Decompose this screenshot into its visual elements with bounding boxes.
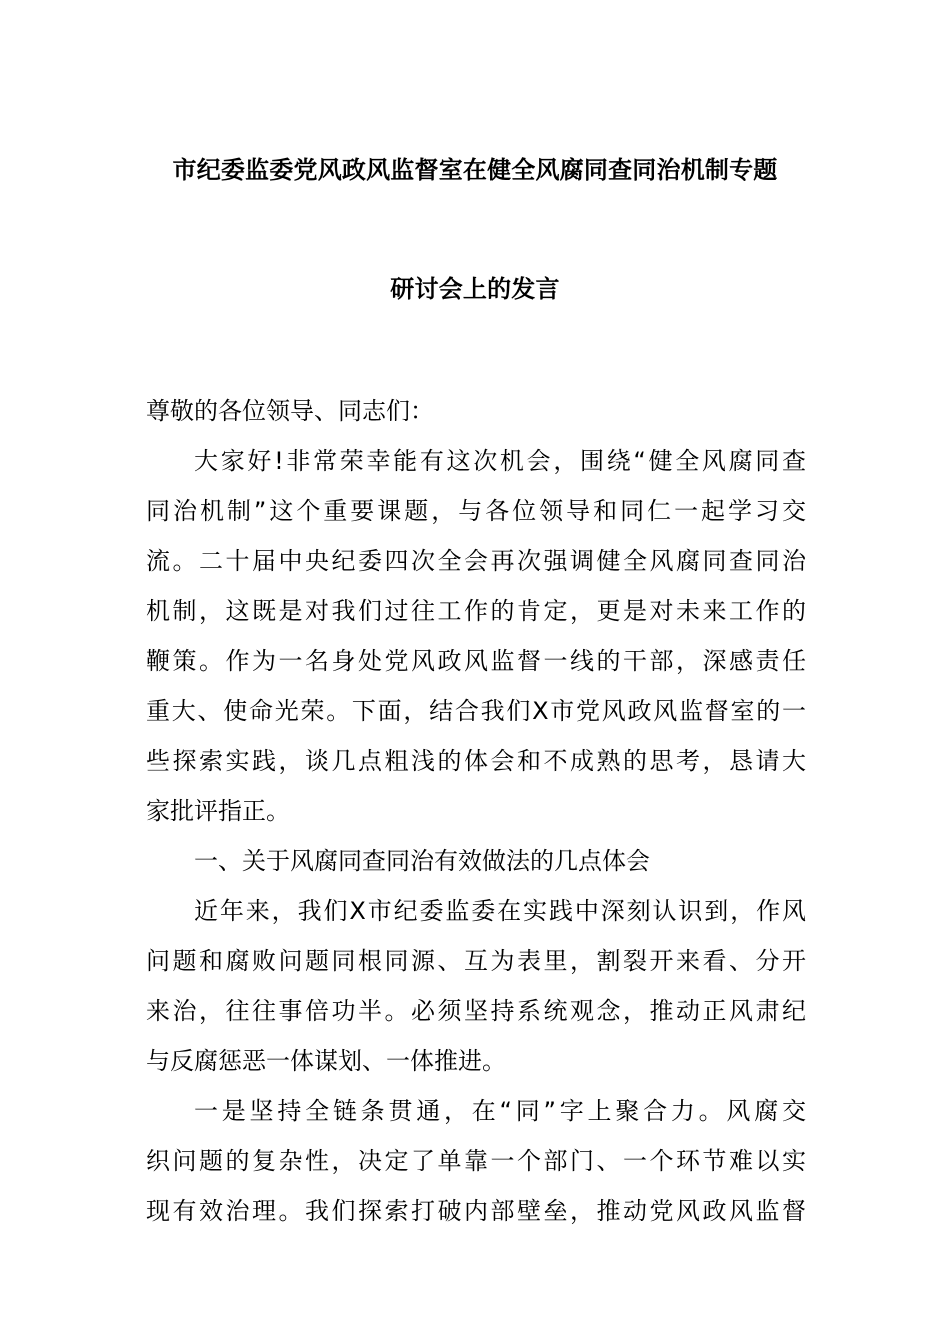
paragraph-line: 织问题的复杂性，决定了单靠一个部门、一个环节难以实	[146, 1147, 806, 1175]
paragraph-line: 机制，这既是对我们过往工作的肯定，更是对未来工作的	[146, 597, 806, 625]
paragraph-line: 鞭策。作为一名身处党风政风监督一线的干部，深感责任	[146, 647, 806, 675]
paragraph-line: 重大、使命光荣。下面，结合我们X市党风政风监督室的一	[146, 697, 806, 725]
paragraph-line: 现有效治理。我们探索打破内部壁垒，推动党风政风监督	[146, 1197, 806, 1225]
paragraph-line: 同治机制”这个重要课题，与各位领导和同仁一起学习交	[146, 497, 806, 525]
section-heading: 一、关于风腐同查同治有效做法的几点体会	[194, 847, 650, 875]
paragraph-line: 流。二十届中央纪委四次全会再次强调健全风腐同查同治	[146, 547, 806, 575]
paragraph-line: 一是坚持全链条贯通，在“同”字上聚合力。风腐交	[194, 1097, 806, 1125]
paragraph-line: 与反腐惩恶一体谋划、一体推进。	[146, 1047, 506, 1075]
document-title-line-1: 市纪委监委党风政风监督室在健全风腐同查同治机制专题	[172, 156, 778, 184]
salutation: 尊敬的各位领导、同志们：	[146, 397, 434, 425]
document-title-line-2: 研讨会上的发言	[390, 275, 560, 303]
paragraph-line: 来治，往往事倍功半。必须坚持系统观念，推动正风肃纪	[146, 997, 806, 1025]
paragraph-line: 大家好!非常荣幸能有这次机会，围绕“健全风腐同查	[194, 447, 806, 475]
paragraph-line: 家批评指正。	[146, 797, 290, 825]
paragraph-line: 问题和腐败问题同根同源、互为表里，割裂开来看、分开	[146, 947, 806, 975]
paragraph-line: 近年来，我们X市纪委监委在实践中深刻认识到，作风	[194, 897, 806, 925]
paragraph-line: 些探索实践，谈几点粗浅的体会和不成熟的思考，恳请大	[146, 747, 806, 775]
